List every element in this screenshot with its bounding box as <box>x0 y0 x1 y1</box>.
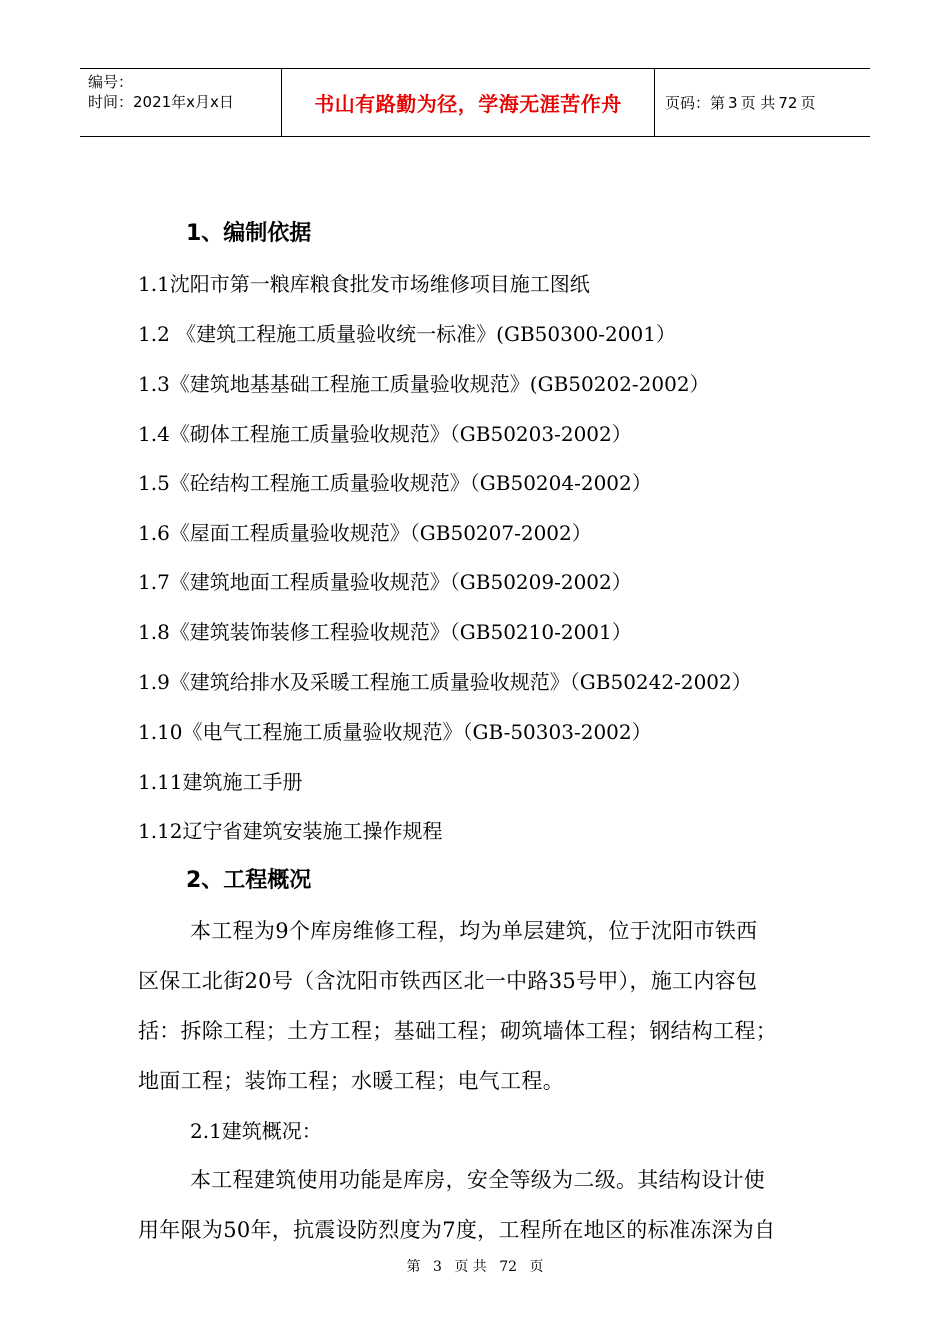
header-page-info <box>655 69 870 136</box>
reference-item: 1.11建筑施工手册 <box>138 770 303 794</box>
paragraph-line: 区保工北街20号（含沈阳市铁西区北一中路35号甲），施工内容包 <box>138 969 758 993</box>
reference-item: 1.10《电气工程施工质量验收规范》（GB-50303-2002） <box>138 720 652 744</box>
reference-item: 1.9《建筑给排水及采暖工程施工质量验收规范》（GB50242-2002） <box>138 670 752 694</box>
header-page-total: 72 <box>778 93 798 112</box>
header-page-label: 页码：第 <box>665 94 726 112</box>
footer-suffix: 页 <box>529 1259 544 1275</box>
footer-mid: 页 共 <box>454 1259 487 1275</box>
reference-item: 1.5《砼结构工程施工质量验收规范》（GB50204-2002） <box>138 471 652 495</box>
header-meta <box>80 69 282 136</box>
subsection-title: 2.1建筑概况： <box>190 1119 322 1143</box>
reference-item: 1.2 《建筑工程施工质量验收统一标准》(GB50300-2001） <box>138 322 676 346</box>
header-number-label: 编号： <box>88 73 134 91</box>
paragraph-line: 本工程建筑使用功能是库房，安全等级为二级。其结构设计使 <box>190 1168 766 1192</box>
header-time-label: 时间：2021年x月x日 <box>88 93 234 111</box>
reference-item: 1.3《建筑地基基础工程施工质量验收规范》(GB50202-2002） <box>138 372 710 396</box>
reference-item: 1.4《砌体工程施工质量验收规范》（GB50203-2002） <box>138 422 632 446</box>
reference-item: 1.8《建筑装饰装修工程验收规范》（GB50210-2001） <box>138 620 632 644</box>
section1-title: 1、编制依据 <box>186 221 312 246</box>
document-header <box>80 68 870 137</box>
reference-item: 1.7《建筑地面工程质量验收规范》（GB50209-2002） <box>138 570 632 594</box>
footer-prefix: 第 <box>406 1259 421 1275</box>
reference-item: 1.1沈阳市第一粮库粮食批发市场维修项目施工图纸 <box>138 272 590 296</box>
reference-item: 1.6《屋面工程质量验收规范》（GB50207-2002） <box>138 521 592 545</box>
header-page-end: 页 <box>800 94 816 112</box>
paragraph-line: 本工程为9个库房维修工程，均为单层建筑，位于沈阳市铁西 <box>190 919 758 943</box>
reference-item: 1.12辽宁省建筑安装施工操作规程 <box>138 819 443 843</box>
header-page-current: 3 <box>728 93 738 112</box>
paragraph-line: 用年限为50年，抗震设防烈度为7度，工程所在地区的标准冻深为自 <box>138 1218 776 1242</box>
page-footer <box>0 1256 950 1276</box>
footer-total: 72 <box>499 1259 518 1275</box>
paragraph-line: 地面工程；装饰工程；水暖工程；电气工程。 <box>138 1069 564 1093</box>
paragraph-line: 括：拆除工程；土方工程；基础工程；砌筑墙体工程；钢结构工程； <box>138 1019 777 1043</box>
section2-title: 2、工程概况 <box>186 868 312 893</box>
footer-current: 3 <box>432 1259 442 1275</box>
header-page-mid: 页 共 <box>740 94 776 112</box>
header-motto: 书山有路勤为径，学海无涯苦作舟 <box>282 69 655 136</box>
